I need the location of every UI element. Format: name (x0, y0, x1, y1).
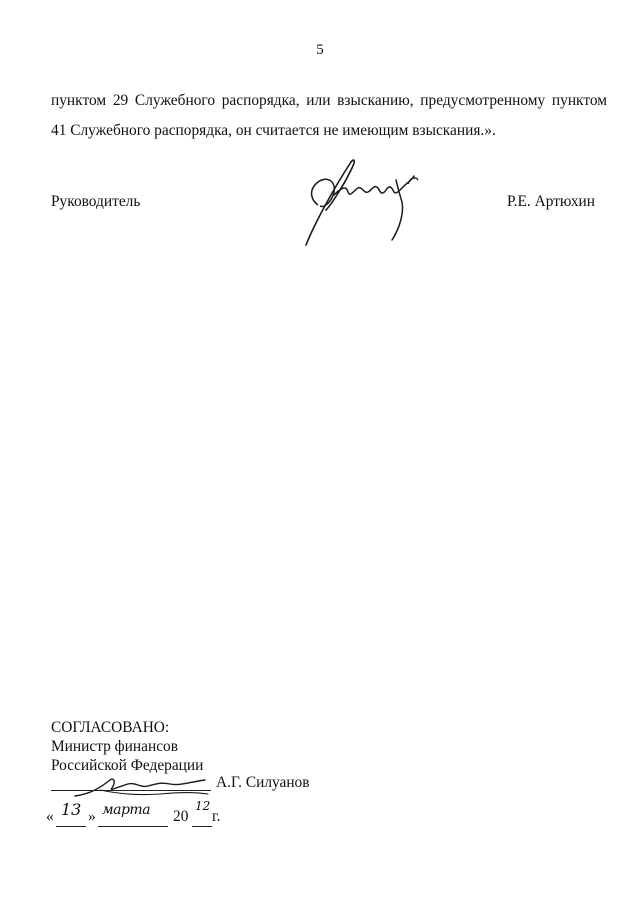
date-year-handwritten: 12 (195, 799, 211, 813)
date-day: 13 (61, 800, 82, 819)
approval-block (51, 718, 203, 775)
approval-heading: СОГЛАСОВАНО: (51, 719, 170, 736)
approval-date (46, 799, 246, 836)
date-day-underline (56, 826, 86, 827)
signature-main (296, 150, 426, 255)
page-number: 5 (316, 42, 324, 58)
date-open-quote: « (46, 808, 54, 825)
signature-minister (70, 770, 210, 804)
date-month: марта (102, 802, 151, 818)
approval-position-line-2: Российской Федерации (51, 757, 204, 774)
body-line-2: 41 Служебного распорядка, он считается не имеющим взыскания.». (51, 122, 496, 139)
signer-name: Р.Е. Артюхин (507, 193, 595, 210)
minister-name: А.Г. Силуанов (216, 774, 310, 791)
body-text (51, 86, 607, 146)
date-year-underline (192, 826, 212, 827)
body-line-1: пунктом 29 Служебного распорядка, или взысканию, предусмотренному пунктом (51, 92, 607, 109)
date-year-prefix: 20 (173, 808, 189, 825)
date-close-quote: » (88, 808, 96, 825)
approval-position-line-1: Министр финансов (51, 738, 178, 755)
date-year-unit: г. (212, 808, 221, 825)
signer-title: Руководитель (51, 193, 141, 210)
date-month-underline (98, 826, 168, 827)
